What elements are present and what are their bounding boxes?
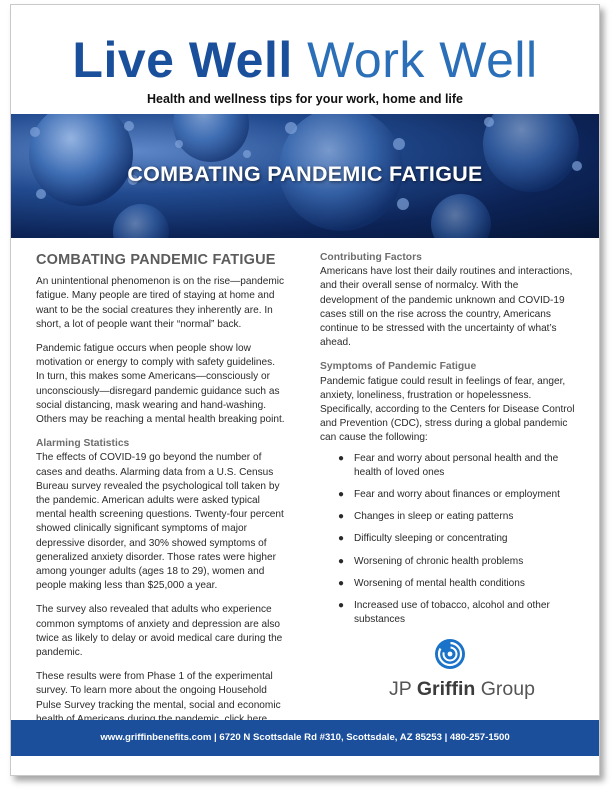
list-item-text: Worsening of chronic health problems <box>354 555 524 567</box>
document-page <box>10 4 600 776</box>
title-light: Work Well <box>307 32 538 88</box>
logo-wordmark <box>389 678 535 701</box>
left-column <box>36 253 286 737</box>
list-item <box>320 532 578 546</box>
list-item-text: Increased use of tobacco, alcohol and other substances <box>354 600 550 626</box>
contributing-paragraph: Americans have lost their daily routines and interactions, and their overall sense of normalcy. With the development of the pandemic unknown and COVID-19 cases still on the rise across the country, Americans continue to be stressed with the uncertainty of what’s ahead. <box>320 266 573 349</box>
bullet-icon: ● <box>338 489 345 501</box>
article-heading: COMBATING PANDEMIC FATIGUE <box>36 252 276 268</box>
list-item <box>320 452 578 480</box>
list-item <box>320 555 578 569</box>
bullet-icon: ● <box>338 511 345 523</box>
list-item-text: Fear and worry about personal health and the health of loved ones <box>354 452 559 478</box>
footer-bar: www.griffinbenefits.com | 6720 N Scottsdale Rd #310, Scottsdale, AZ 85253 | 480-257-1500 <box>11 720 599 756</box>
alarming-statistics-heading: Alarming Statistics <box>36 438 130 450</box>
bullet-icon: ● <box>338 577 345 589</box>
list-item <box>320 510 578 524</box>
hero-banner <box>11 114 599 238</box>
symptoms-heading: Symptoms of Pandemic Fatigue <box>320 361 477 373</box>
list-item-text: Fear and worry about finances or employment <box>354 489 560 501</box>
tagline: Health and wellness tips for your work, home and life <box>146 92 464 106</box>
phase-paragraph <box>36 670 286 727</box>
hero-title: COMBATING PANDEMIC FATIGUE <box>127 162 483 186</box>
logo-jp: JP <box>389 678 417 700</box>
bullet-icon: ● <box>338 600 345 612</box>
contributing-factors-heading: Contributing Factors <box>320 252 422 263</box>
company-logo <box>389 638 535 708</box>
phase-text: These results were from Phase 1 of the experimental survey. To learn more about the ongoing Household Pulse Survey tracking the mental, social and economic <box>36 671 281 711</box>
list-item-text: Difficulty sleeping or concentrating <box>354 533 508 545</box>
symptoms-list <box>320 452 578 628</box>
list-item-text: Changes in sleep or eating patterns <box>354 511 514 523</box>
bullet-icon: ● <box>338 452 345 464</box>
griffin-swirl-icon <box>434 638 466 670</box>
list-item <box>320 488 578 502</box>
list-item-text: Worsening of mental health conditions <box>354 577 525 589</box>
title-bold: Live Well <box>72 32 293 88</box>
list-item <box>320 577 578 591</box>
masthead <box>11 5 599 113</box>
symptoms-paragraph: Pandemic fatigue could result in feelings of fear, anger, anxiety, loneliness, frustration or hopelessness. Specifically, according to the Centers for Disease Control and Prevention (CDC), stress during a global pandemic can cause the following: <box>320 375 575 444</box>
survey-paragraph: The survey also revealed that adults who experience common symptoms of anxiety and depression are also twice as likely to delay or avoid medical care during the pandemic. <box>36 604 283 659</box>
right-column <box>320 251 578 635</box>
bullet-icon: ● <box>338 533 345 545</box>
definition-paragraph: Pandemic fatigue occurs when people show low motivation or energy to comply with safety guidelines. In turn, this makes some Americans—consciously or unconsciously—disregard pandemic guidance such as social distancing, mask wearing and hand-washing. Others may be reaching a mental health breaking point. <box>36 343 285 426</box>
logo-griffin: Griffin <box>416 678 476 700</box>
bullet-icon: ● <box>338 555 345 567</box>
intro-paragraph: An unintentional phenomenon is on the rise—pandemic fatigue. Many people are tired of staying at home and want to be the social creatures they inherently are. In short, a lot of people want their “normal” back. <box>36 276 285 330</box>
list-item <box>320 599 578 627</box>
statistics-paragraph: The effects of COVID-19 go beyond the number of cases and deaths. Alarming data from a U.S. Census Bureau survey revealed the psychological toll taken by the pandemic. American adults were asked typical mental health screening questions. Twenty-four percent showed clinically significant symptoms of major depressive disorder, and 30% showed symptoms of generalized anxiety disorder. Those rates were higher among younger adults (ages 18 to 29), women and people making less than $25,000 a year. <box>36 452 284 592</box>
newsletter-title <box>11 33 599 87</box>
logo-group: Group <box>475 678 535 700</box>
